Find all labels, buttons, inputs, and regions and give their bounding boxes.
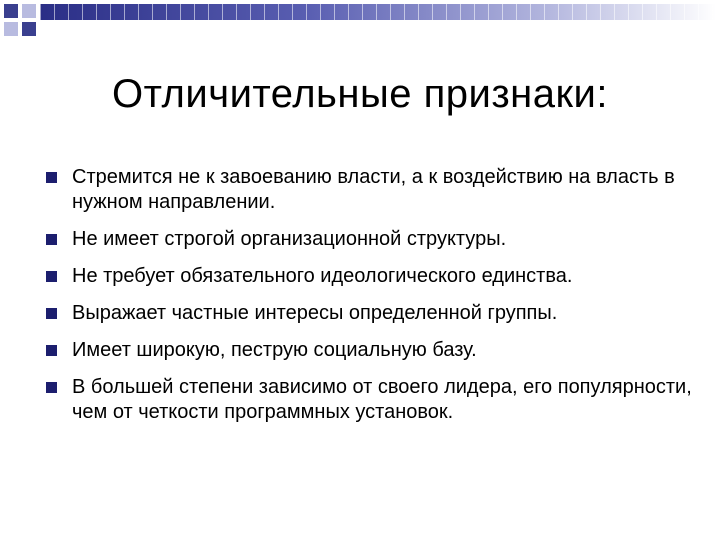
decor-square-icon: [22, 4, 36, 18]
square-bullet-icon: [46, 308, 57, 319]
decor-square-icon: [22, 22, 36, 36]
bullet-text: Не имеет строгой организационной структуры.: [72, 228, 507, 250]
decor-square-icon: [4, 22, 18, 36]
bullet-item: [46, 227, 696, 252]
decor-square-icon: [4, 4, 18, 18]
bullet-item: [46, 375, 696, 425]
bullet-item: [46, 301, 696, 326]
header-band-grid: [40, 4, 716, 20]
slide-title: Отличительные признаки:: [112, 72, 608, 116]
bullet-text: В большей степени зависимо от своего лидера, его популярности, чем от четкости программных установок.: [72, 376, 692, 423]
square-bullet-icon: [46, 382, 57, 393]
square-bullet-icon: [46, 271, 57, 282]
square-bullet-icon: [46, 172, 57, 183]
bullet-item: [46, 338, 696, 363]
bullet-item: [46, 165, 696, 215]
bullet-text: Имеет широкую, пеструю социальную базу.: [72, 339, 477, 361]
square-bullet-icon: [46, 345, 57, 356]
bullet-list: [46, 165, 696, 437]
bullet-item: [46, 264, 696, 289]
square-bullet-icon: [46, 234, 57, 245]
bullet-text: Не требует обязательного идеологического единства.: [72, 265, 573, 287]
bullet-text: Стремится не к завоеванию власти, а к воздействию на власть в нужном направлении.: [72, 166, 675, 213]
bullet-text: Выражает частные интересы определенной группы.: [72, 302, 558, 324]
